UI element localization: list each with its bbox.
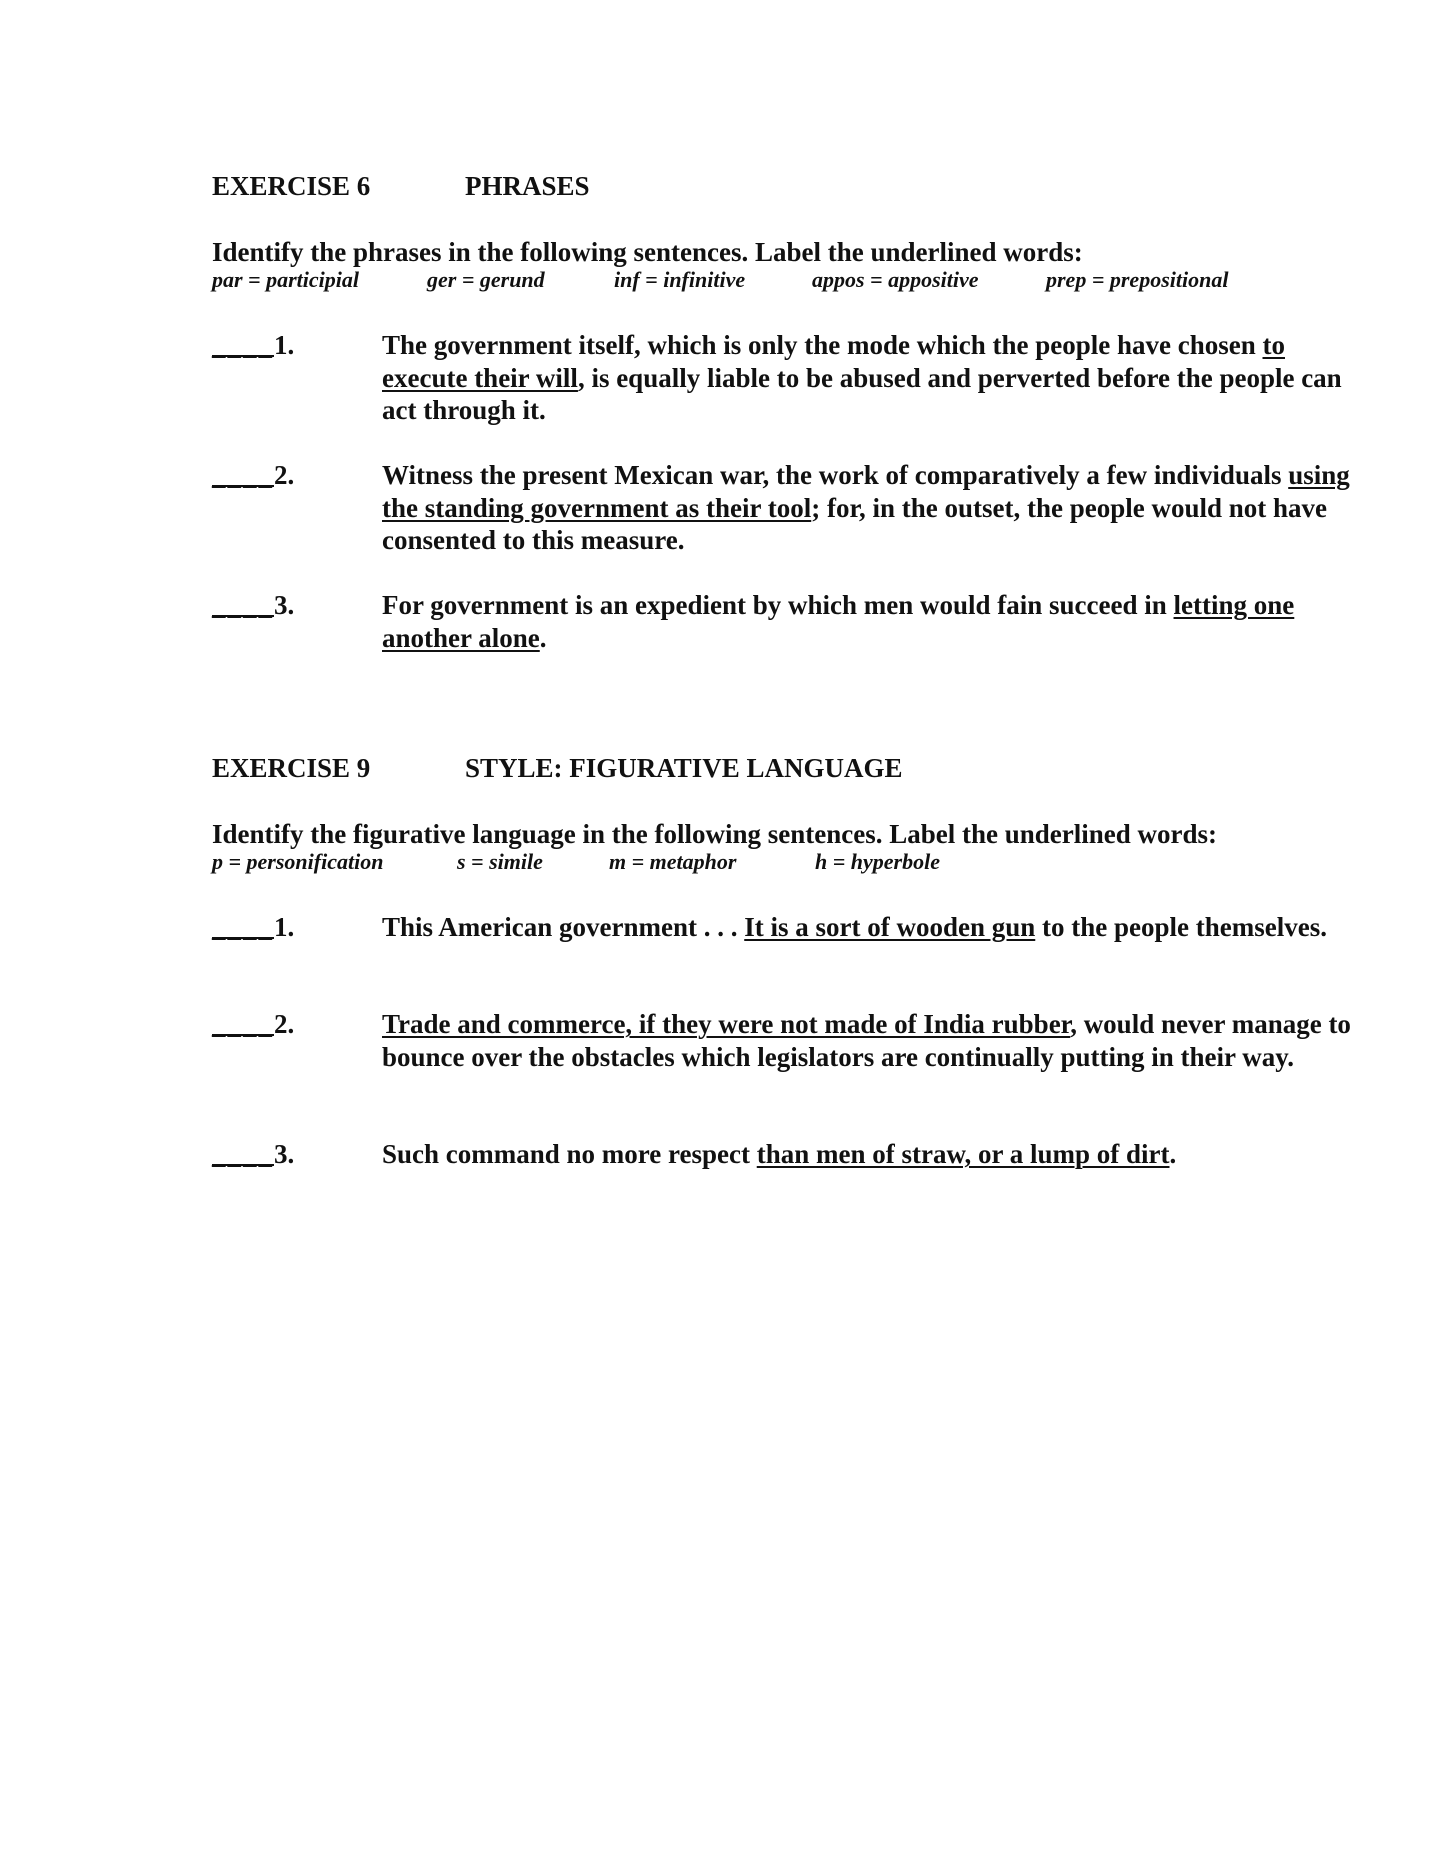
- answer-blank[interactable]: [212, 1138, 294, 1170]
- underlined-phrase: using the standing government as their tool: [382, 460, 1350, 523]
- exercise-title: STYLE: FIGURATIVE LANGUAGE: [465, 753, 903, 783]
- item-number: 3.: [274, 590, 295, 620]
- underlined-phrase: than men of straw, or a lump of dirt: [756, 1139, 1170, 1169]
- exercise-6-heading: [212, 170, 1352, 202]
- sentence-text: .: [1169, 1139, 1177, 1169]
- item-number: 1.: [274, 330, 295, 360]
- blank-line[interactable]: ____: [212, 1009, 274, 1039]
- answer-blank[interactable]: [212, 329, 294, 361]
- legend-item: par = participial: [212, 267, 359, 292]
- underlined-phrase: letting one another alone: [382, 590, 1295, 653]
- legend-item: appos = appositive: [812, 267, 979, 292]
- sentence-text: .: [539, 622, 547, 653]
- exercise-9-heading: [212, 752, 1352, 784]
- exercise-number: EXERCISE 9: [212, 753, 371, 783]
- underlined-phrase: to execute their will: [382, 330, 1285, 393]
- legend-item: p = personification: [212, 849, 384, 874]
- blank-line[interactable]: ____: [212, 912, 274, 942]
- legend-item: ger = gerund: [427, 267, 545, 292]
- sentence: [382, 589, 1357, 654]
- sentence-text: ; for, in the outset, the people would not have consented to this measure.: [382, 492, 1328, 555]
- exercise-6-section: [212, 170, 1352, 295]
- sentence-text: to the people themselves.: [1035, 912, 1327, 942]
- instructions: Identify the figurative language in the following sentences. Label the underlined words:: [212, 819, 1218, 849]
- sentence: [382, 911, 1357, 944]
- item-number: 2.: [274, 460, 295, 490]
- legend-item: inf = infinitive: [614, 267, 746, 292]
- item-number: 1.: [274, 912, 295, 942]
- answer-blank[interactable]: [212, 911, 294, 943]
- sentence-text: Such command no more respect: [382, 1139, 757, 1169]
- exercise-title: PHRASES: [465, 171, 590, 201]
- label-legend: [212, 849, 1352, 877]
- answer-blank[interactable]: [212, 1008, 294, 1040]
- sentence-text: , is equally liable to be abused and perverted before the people can act through it.: [382, 362, 1342, 425]
- sentence-text: For government is an expedient by which men would fain succeed in: [382, 590, 1174, 620]
- blank-line[interactable]: ____: [212, 590, 274, 620]
- legend-item: m = metaphor: [609, 849, 737, 874]
- instructions: Identify the phrases in the following sentences. Label the underlined words:: [212, 237, 1083, 267]
- blank-line[interactable]: ____: [212, 1139, 274, 1169]
- answer-blank[interactable]: [212, 459, 294, 491]
- underlined-phrase: It is a sort of wooden gun: [744, 912, 1036, 942]
- sentence-text: , would never manage to bounce over the obstacles which legislators are continually putting in their way.: [382, 1009, 1351, 1072]
- answer-blank[interactable]: [212, 589, 294, 621]
- blank-line[interactable]: ____: [212, 330, 274, 360]
- legend-item: h = hyperbole: [815, 849, 940, 874]
- label-legend: [212, 267, 1352, 295]
- legend-item: prep = prepositional: [1046, 267, 1229, 292]
- sentence: [382, 1008, 1357, 1073]
- item-number: 2.: [274, 1009, 295, 1039]
- sentence: [382, 459, 1357, 557]
- underlined-phrase: Trade and commerce, if they were not made of India rubber: [382, 1009, 1071, 1039]
- sentence-text: The government itself, which is only the mode which the people have chosen: [382, 330, 1263, 360]
- sentence: [382, 329, 1357, 427]
- blank-line[interactable]: ____: [212, 460, 274, 490]
- legend-item: s = simile: [457, 849, 543, 874]
- exercise-9-section: [212, 752, 1352, 877]
- exercise-number: EXERCISE 6: [212, 171, 371, 201]
- sentence-text: Witness the present Mexican war, the work of comparatively a few individuals: [382, 460, 1289, 490]
- sentence-text: This American government . . .: [382, 912, 745, 942]
- item-number: 3.: [274, 1139, 295, 1169]
- sentence: [382, 1138, 1357, 1171]
